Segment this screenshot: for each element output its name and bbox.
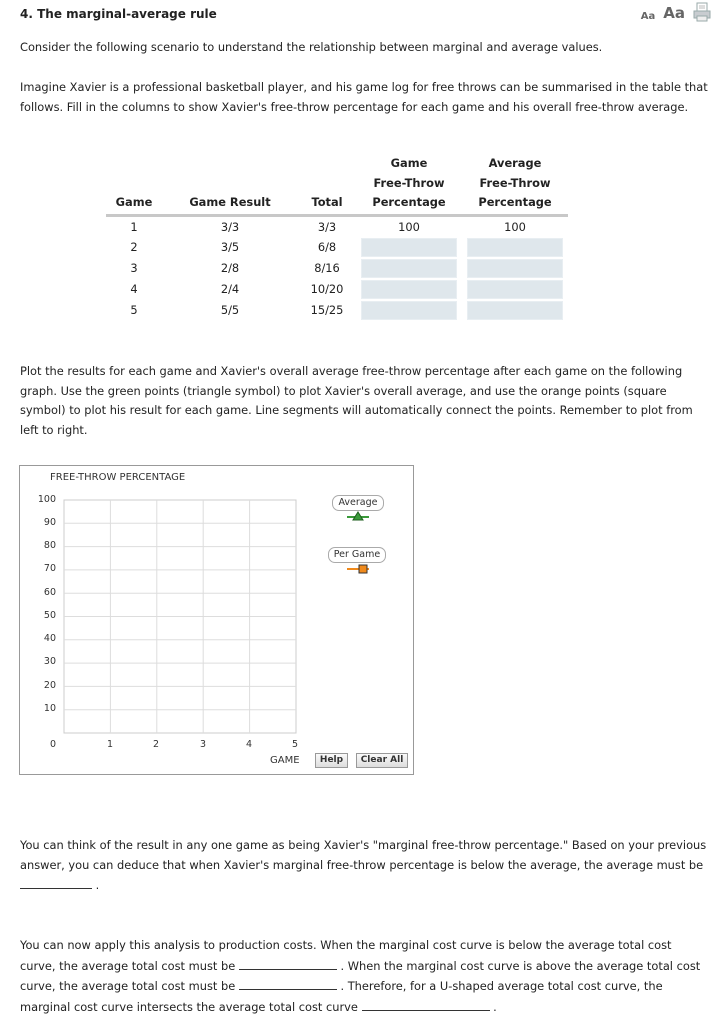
question-2-blank-2[interactable]: [239, 976, 337, 990]
font-size-controls: [641, 2, 711, 22]
per-game-square-icon[interactable]: [346, 563, 370, 575]
game-ftp-input-3[interactable]: [361, 259, 457, 278]
cell-total: 10/20: [310, 282, 344, 296]
avg-ftp-input-5[interactable]: [467, 301, 563, 320]
header-avg-ftp-1: Average: [488, 156, 542, 170]
x-axis-title: GAME: [270, 755, 300, 766]
cell-game-ftp: 100: [398, 219, 420, 234]
question-1: [20, 836, 710, 896]
table-row: [106, 279, 568, 300]
table-row: [106, 300, 568, 321]
x-tick: 5: [291, 739, 299, 750]
x-tick: 3: [199, 739, 207, 750]
free-throw-table: [106, 154, 568, 321]
cell-total: 8/16: [314, 261, 340, 275]
header-total: Total: [298, 193, 356, 215]
help-button[interactable]: Help: [315, 753, 348, 768]
question-2-text-c: . Therefore, for a U-shaped average total cost curve, the marginal cost curve intersects the average total cost curve: [20, 979, 663, 1014]
page-title: 4. The marginal-average rule: [20, 7, 217, 21]
intro-paragraph-1: Consider the following scenario to understand the relationship between marginal and average values.: [20, 40, 603, 54]
question-1-blank[interactable]: [20, 875, 92, 889]
clear-all-button[interactable]: Clear All: [356, 753, 408, 768]
cell-result: 3/5: [220, 240, 240, 254]
y-tick: 30: [43, 656, 56, 667]
header-game-ftp-2: Free-Throw: [373, 175, 445, 190]
game-ftp-input-5[interactable]: [361, 301, 457, 320]
font-larger-button[interactable]: Aa: [663, 4, 685, 22]
average-triangle-icon[interactable]: [346, 510, 370, 522]
cell-result: 5/5: [220, 303, 240, 317]
question-2-end: .: [493, 999, 497, 1014]
cell-game: 1: [130, 219, 138, 234]
game-ftp-input-2[interactable]: [361, 238, 457, 257]
intro-paragraph-2: Imagine Xavier is a professional basketball player, and his game log for free throws can be summarised in the table that follows. Fill in the columns to show Xavier's free-throw percentage for each game and his overall free-throw average.: [20, 80, 708, 114]
y-axis-title: FREE-THROW PERCENTAGE: [50, 472, 186, 483]
cell-total: 15/25: [310, 303, 344, 317]
y-tick: 10: [43, 703, 56, 714]
question-2: [20, 936, 710, 1017]
cell-total: 3/3: [317, 219, 337, 234]
question-2-text-b: . When the marginal cost curve is above the average total cost curve, the average total cost must be: [20, 958, 701, 993]
cell-result: 3/3: [220, 219, 240, 234]
cell-game: 4: [130, 282, 138, 296]
table-row: [106, 258, 568, 279]
header-game-ftp-3: Percentage: [356, 193, 462, 215]
y-tick: 70: [43, 563, 56, 574]
y-tick: 20: [43, 680, 56, 691]
table-row: [106, 215, 568, 237]
question-1-text: You can think of the result in any one game as being Xavier's "marginal free-throw percentage." Based on your previous answer, you can deduce that when Xavier's marginal free-throw percentage is below the average, the average must be: [20, 838, 707, 872]
font-smaller-button[interactable]: Aa: [640, 11, 656, 22]
printer-icon[interactable]: [693, 2, 711, 22]
cell-total: 6/8: [317, 240, 337, 254]
cell-game: 2: [130, 240, 138, 254]
plot-area[interactable]: [60, 498, 300, 736]
game-ftp-input-4[interactable]: [361, 280, 457, 299]
table-row: [106, 237, 568, 258]
question-1-end: .: [95, 878, 100, 892]
y-tick: 100: [37, 494, 56, 505]
y-tick: 0: [49, 739, 56, 750]
question-2-text-a: You can now apply this analysis to production costs. When the marginal cost curve is below the average total cost curve, the average total cost must be: [20, 938, 672, 973]
cell-result: 2/8: [220, 261, 240, 275]
legend-per-game-button[interactable]: Per Game: [328, 547, 386, 563]
cell-avg-ftp: 100: [504, 219, 526, 234]
y-tick: 60: [43, 587, 56, 598]
x-tick: 2: [152, 739, 160, 750]
cell-game: 3: [130, 261, 138, 275]
header-game: Game: [106, 193, 162, 215]
avg-ftp-input-2[interactable]: [467, 238, 563, 257]
cell-game: 5: [130, 303, 138, 317]
avg-ftp-input-4[interactable]: [467, 280, 563, 299]
avg-ftp-input-3[interactable]: [467, 259, 563, 278]
header-avg-ftp-3: Percentage: [462, 193, 568, 215]
question-2-blank-1[interactable]: [239, 956, 337, 970]
header-game-ftp-1: Game: [390, 156, 428, 170]
y-tick: 40: [43, 633, 56, 644]
question-2-blank-3[interactable]: [362, 997, 490, 1011]
header-game-result: Game Result: [162, 193, 298, 215]
x-tick: 1: [106, 739, 114, 750]
y-tick: 90: [43, 517, 56, 528]
y-tick: 80: [43, 540, 56, 551]
x-tick: 4: [245, 739, 253, 750]
cell-result: 2/4: [220, 282, 240, 296]
legend-average-button[interactable]: Average: [332, 495, 384, 511]
plot-instructions: Plot the results for each game and Xavier's overall average free-throw percentage after each game on the following graph. Use the green points (triangle symbol) to plot Xavier's overall average, and use the orange points (square symbol) to plot his result for each game. Line segments will automatically connect the points. Remember to plot from left to right.: [20, 364, 693, 437]
header-avg-ftp-2: Free-Throw: [479, 175, 551, 190]
y-tick: 50: [43, 610, 56, 621]
